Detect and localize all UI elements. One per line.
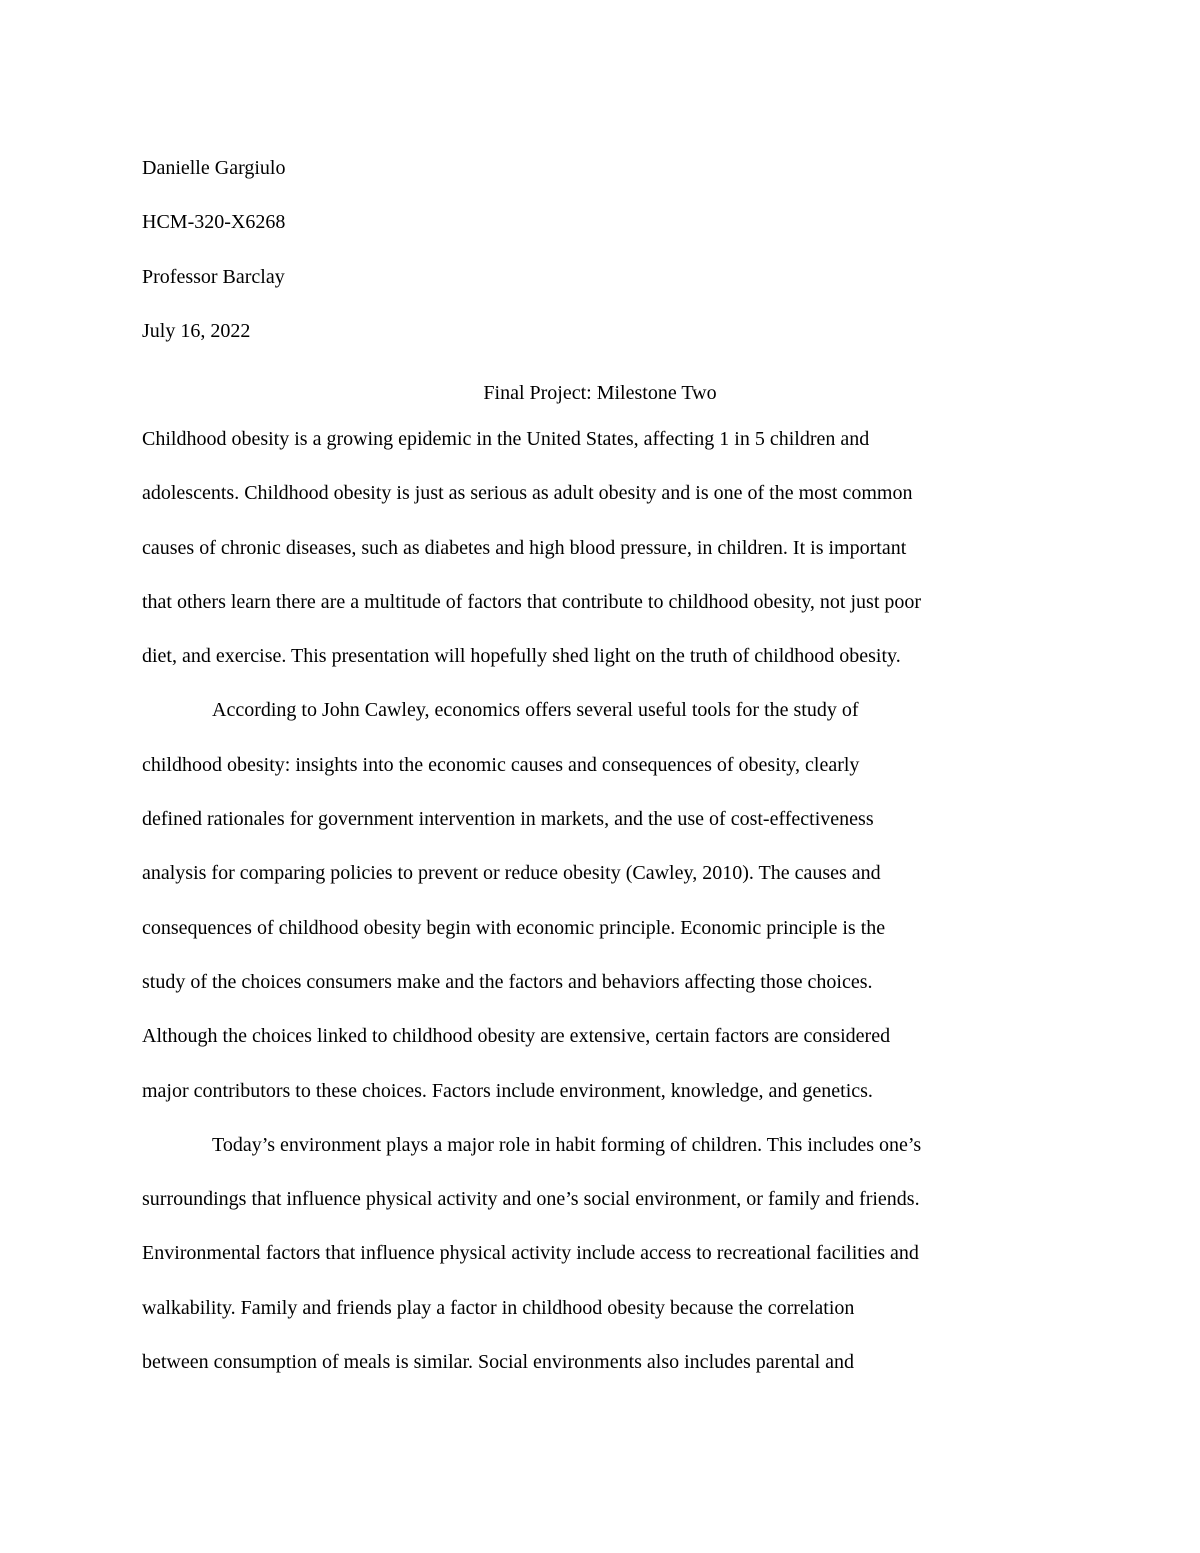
- professor-name: Professor Barclay: [142, 265, 285, 288]
- paragraph-line: surroundings that influence physical activity and one’s social environment, or family and friends.: [142, 1188, 920, 1211]
- course-code: HCM-320-X6268: [142, 211, 286, 234]
- paragraph-line: Childhood obesity is a growing epidemic in the United States, affecting 1 in 5 children and: [142, 428, 870, 450]
- paragraph-line: defined rationales for government intervention in markets, and the use of cost-effectiveness: [142, 808, 874, 831]
- paragraph-line: analysis for comparing policies to prevent or reduce obesity (Cawley, 2010). The causes and: [142, 862, 881, 885]
- paragraph-line: According to John Cawley, economics offers several useful tools for the study of: [212, 699, 859, 722]
- author-name: Danielle Gargiulo: [142, 157, 286, 179]
- document-body: [142, 412, 1072, 1389]
- paragraph-2: [142, 683, 1072, 1117]
- paragraph-line: consequences of childhood obesity begin with economic principle. Economic principle is the: [142, 916, 886, 939]
- paragraph-line: Environmental factors that influence physical activity include access to recreational facilities and: [142, 1242, 919, 1265]
- paragraph-3: [142, 1118, 1072, 1389]
- paragraph-line: major contributors to these choices. Factors include environment, knowledge, and genetics.: [142, 1079, 873, 1102]
- paragraph-line: between consumption of meals is similar. Social environments also includes parental and: [142, 1351, 855, 1374]
- document-date: July 16, 2022: [142, 319, 251, 342]
- document-title: Final Project: Milestone Two: [483, 382, 717, 404]
- paragraph-line: Today’s environment plays a major role in habit forming of children. This includes one’s: [212, 1133, 922, 1156]
- paragraph-line: that others learn there are a multitude of factors that contribute to childhood obesity, not just poor: [142, 590, 922, 613]
- paragraph-line: causes of chronic diseases, such as diabetes and high blood pressure, in children. It is important: [142, 536, 907, 559]
- paragraph-line: childhood obesity: insights into the economic causes and consequences of obesity, clearly: [142, 753, 860, 776]
- paragraph-line: adolescents. Childhood obesity is just as serious as adult obesity and is one of the most common: [142, 482, 913, 505]
- paragraph-line: Although the choices linked to childhood obesity are extensive, certain factors are considered: [142, 1025, 891, 1048]
- paragraph-line: diet, and exercise. This presentation will hopefully shed light on the truth of childhood obesity.: [142, 645, 901, 668]
- paragraph-line: walkability. Family and friends play a factor in childhood obesity because the correlation: [142, 1296, 855, 1319]
- paragraph-line: study of the choices consumers make and the factors and behaviors affecting those choices.: [142, 970, 873, 993]
- document-header: [142, 141, 1062, 358]
- paragraph-1: [142, 412, 1072, 683]
